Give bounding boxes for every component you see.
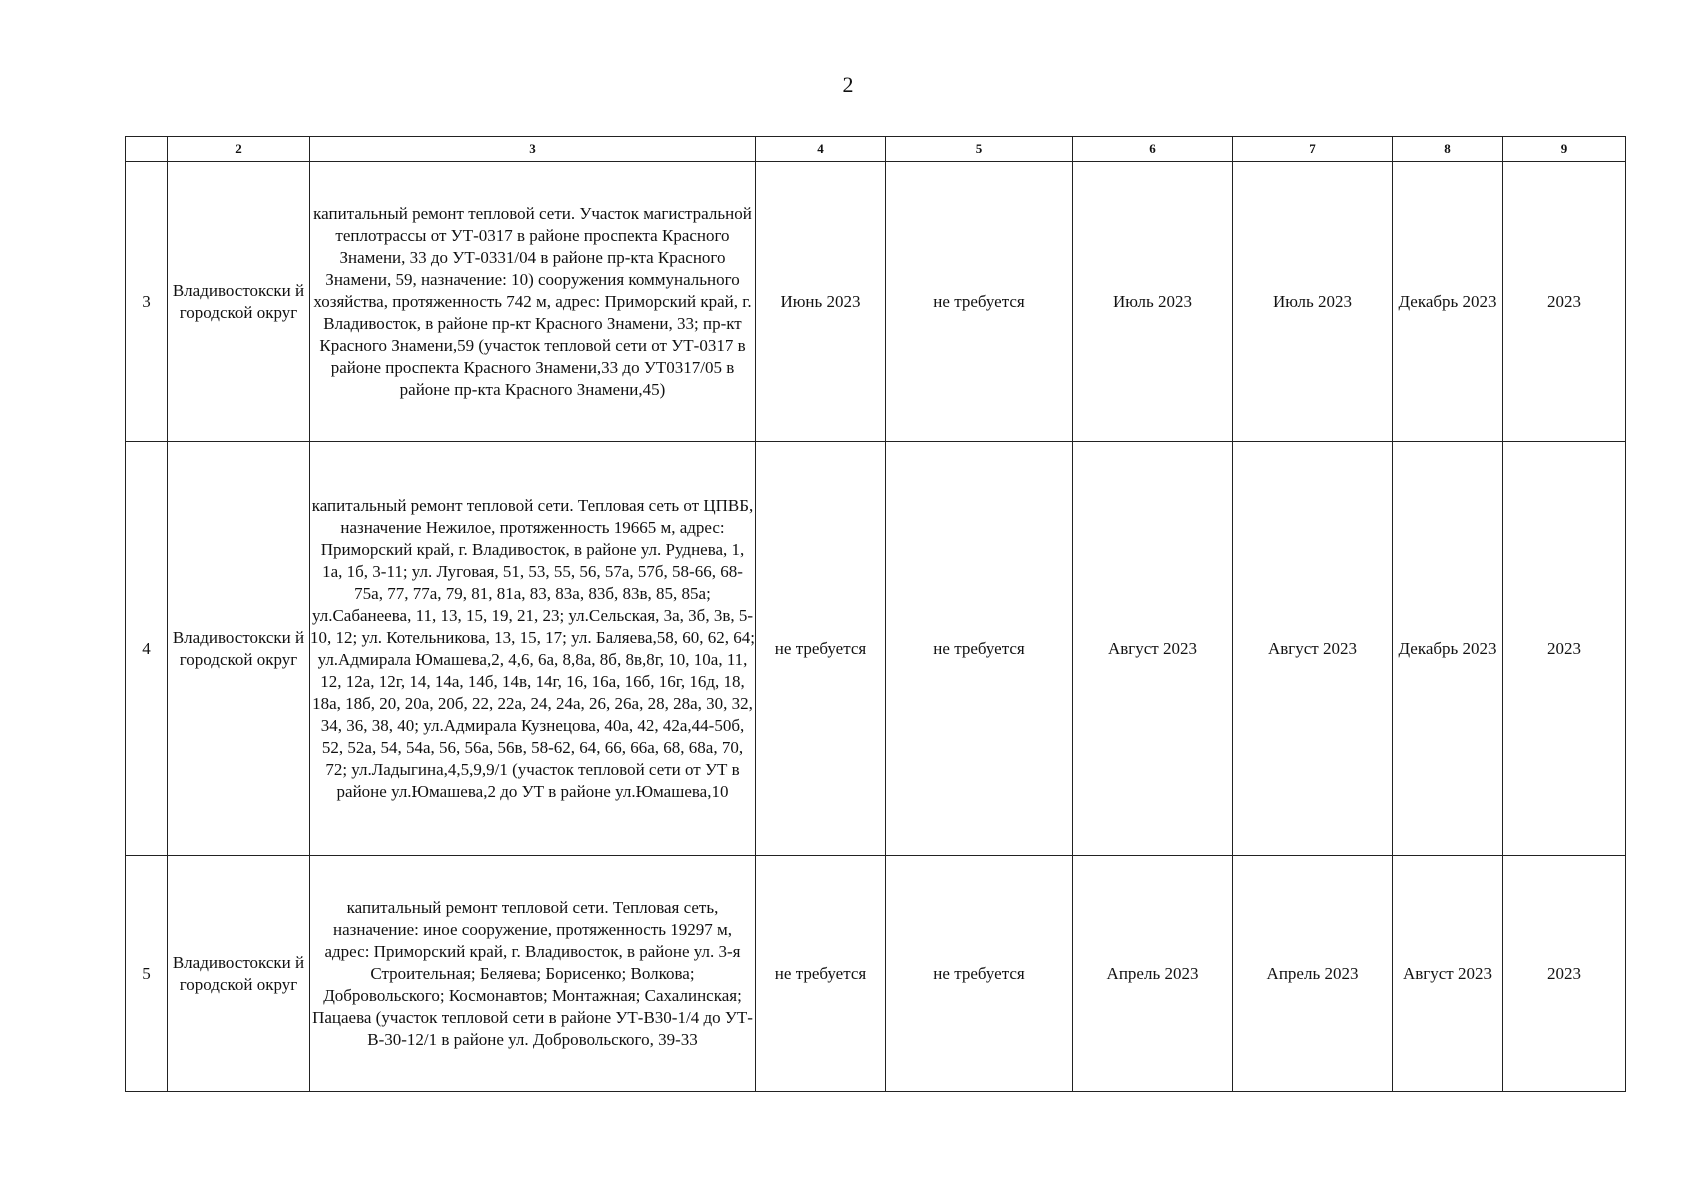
district-cell: Владивостокски й городской округ [168,162,310,442]
header-cell-6: 6 [1073,137,1233,162]
work-description: капитальный ремонт тепловой сети. Участок магистральной теплотрассы от УТ-0317 в районе проспекта Красного Знамени, 33 до УТ-0331/04 в районе пр-кта Красного Знамени, 59, назначение: 10) сооружения коммунального хозяйства, протяженность 742 м, адрес: Приморский край, г. Владивосток, в районе пр-кт Красного Знамени, 33; пр-кт Красного Знамени,59 (участок тепловой сети от УТ-0317 в районе проспекта Красного Знамени,33 до УТ0317/05 в районе пр-кта Красного Знамени,45) [310,162,756,442]
header-cell-3: 3 [310,137,756,162]
col5-cell: не требуется [886,442,1073,856]
page-number: 2 [842,72,854,97]
header-cell-1 [126,137,168,162]
works-schedule-table [125,136,1626,1092]
col4-cell: Июнь 2023 [756,162,886,442]
col4-cell: не требуется [756,856,886,1092]
col5-cell: не требуется [886,162,1073,442]
col8-cell: Декабрь 2023 [1393,442,1503,856]
table-row [126,162,1626,442]
row-number: 3 [126,162,168,442]
header-cell-9: 9 [1503,137,1626,162]
header-cell-5: 5 [886,137,1073,162]
header-cell-8: 8 [1393,137,1503,162]
work-description: капитальный ремонт тепловой сети. Тепловая сеть от ЦПВБ, назначение Нежилое, протяженность 19665 м, адрес: Приморский край, г. Владивосток, в районе ул. Руднева, 1, 1а, 1б, 3-11; ул. Луговая, 51, 53, 55, 56, 57а, 57б, 58-66, 68-75а, 77, 77а, 79, 81, 81а, 83, 83а, 83б, 83в, 85, 85а; ул.Сабанеева, 11, 13, 15, 19, 21, 23; ул.Сельская, 3а, 3б, 3в, 5-10, 12; ул. Котельникова, 13, 15, 17; ул. Баляева,58, 60, 62, 64; ул.Адмирала Юмашева,2, 4,6, 6а, 8,8а, 8б, 8в,8г, 10, 10а, 11, 12, 12а, 12г, 14, 14а, 14б, 14в, 14г, 16, 16а, 16б, 16г, 16д, 18, 18а, 18б, 20, 20а, 20б, 22, 22а, 24, 24а, 26, 26а, 28, 28а, 30, 32, 34, 36, 38, 40; ул.Адмирала Кузнецова, 40а, 42, 42а,44-50б, 52, 52а, 54, 54а, 56, 56а, 56в, 58-62, 64, 66, 66а, 68, 68а, 70, 72; ул.Ладыгина,4,5,9,9/1 (участок тепловой сети от УТ в районе ул.Юмашева,2 до УТ в районе ул.Юмашева,10 [310,442,756,856]
col7-cell: Июль 2023 [1233,162,1393,442]
col7-cell: Апрель 2023 [1233,856,1393,1092]
col9-cell: 2023 [1503,856,1626,1092]
row-number: 5 [126,856,168,1092]
header-cell-7: 7 [1233,137,1393,162]
header-cell-4: 4 [756,137,886,162]
district-cell: Владивостокски й городской округ [168,856,310,1092]
col9-cell: 2023 [1503,442,1626,856]
col8-cell: Декабрь 2023 [1393,162,1503,442]
header-row [126,137,1626,162]
header-cell-2: 2 [168,137,310,162]
col9-cell: 2023 [1503,162,1626,442]
col5-cell: не требуется [886,856,1073,1092]
work-description: капитальный ремонт тепловой сети. Тепловая сеть, назначение: иное сооружение, протяженность 19297 м, адрес: Приморский край, г. Владивосток, в районе ул. 3-я Строительная; Беляева; Борисенко; Волкова; Добровольского; Космонавтов; Монтажная; Сахалинская; Пацаева (участок тепловой сети в районе УТ-В30-1/4 до УТ-В-30-12/1 в районе ул. Добровольского, 39-33 [310,856,756,1092]
row-number: 4 [126,442,168,856]
col7-cell: Август 2023 [1233,442,1393,856]
col6-cell: Июль 2023 [1073,162,1233,442]
table-row [126,442,1626,856]
col4-cell: не требуется [756,442,886,856]
col6-cell: Апрель 2023 [1073,856,1233,1092]
table-row [126,856,1626,1092]
col8-cell: Август 2023 [1393,856,1503,1092]
district-cell: Владивостокски й городской округ [168,442,310,856]
col6-cell: Август 2023 [1073,442,1233,856]
